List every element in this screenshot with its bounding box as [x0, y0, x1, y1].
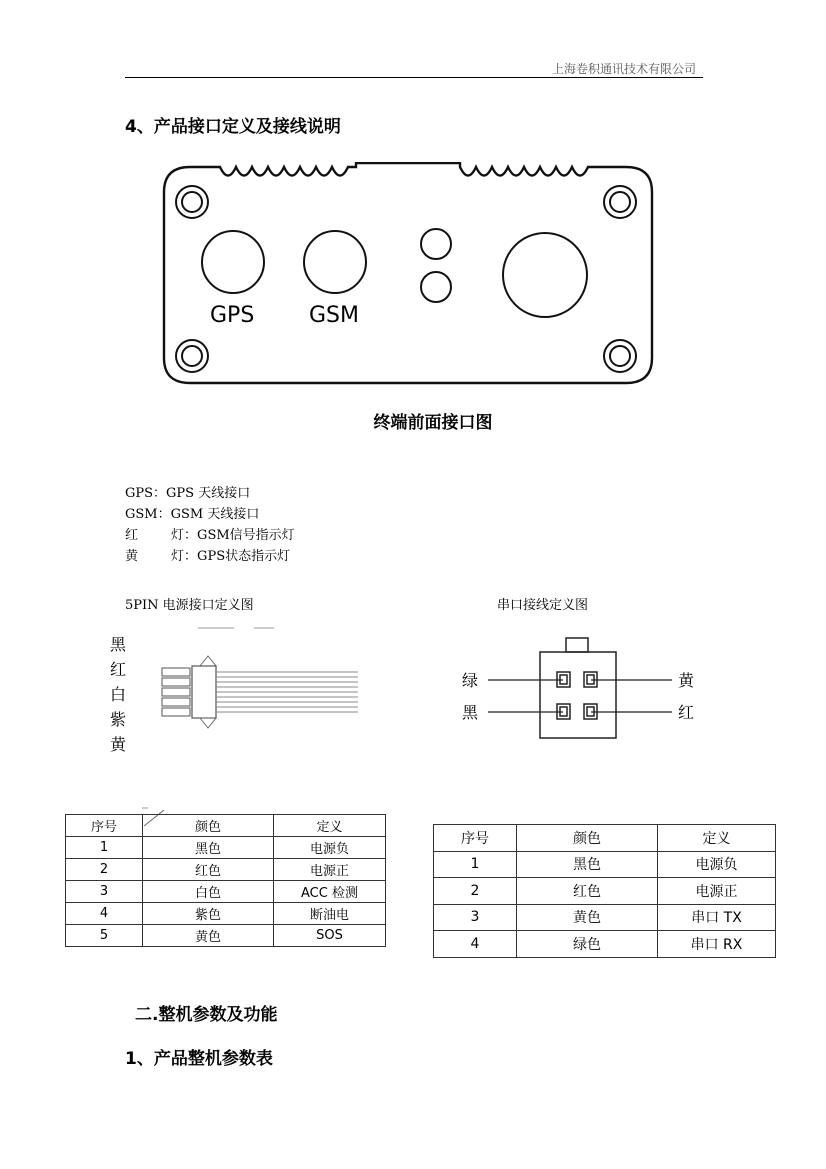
port-descriptions — [125, 483, 295, 567]
table-row — [66, 859, 386, 881]
table-cell: 1 — [66, 837, 143, 859]
table-cell: 黑色 — [517, 851, 658, 878]
table-header-row — [434, 825, 776, 852]
screw-bottom-right — [604, 340, 636, 372]
wire-color-list — [110, 632, 126, 757]
power-port — [503, 233, 587, 317]
table-cell: 白色 — [143, 881, 274, 903]
table-cell: 5 — [66, 925, 143, 947]
gps-label: GPS — [210, 303, 255, 328]
screw-bottom-left — [176, 340, 208, 372]
table-header-row — [66, 815, 386, 837]
table-cell: 2 — [66, 859, 143, 881]
led-red — [421, 229, 451, 259]
table-cell: 串口 RX — [658, 931, 776, 958]
desc-red-led: 红 灯：GSM信号指示灯 — [125, 528, 295, 543]
serial-connector-title: 串口接线定义图 — [497, 598, 589, 613]
table-cell: 电源负 — [658, 851, 776, 878]
table-cell: 电源正 — [274, 859, 386, 881]
table-header-cell: 定义 — [658, 825, 776, 852]
wire-color-black: 黑 — [110, 635, 127, 654]
wire-color-white: 白 — [110, 685, 127, 704]
section2-title: 二.整机参数及功能 — [135, 1005, 278, 1025]
header-company: 上海卷积通讯技术有限公司 — [552, 62, 697, 76]
desc-yellow-led: 黄 灯：GPS状态指示灯 — [125, 549, 291, 564]
table-cell: 黑色 — [143, 837, 274, 859]
table-cell: SOS — [274, 925, 386, 947]
gps-port — [202, 231, 264, 293]
table-cell: 黄色 — [143, 925, 274, 947]
table-cell: 电源正 — [658, 878, 776, 905]
table-cell: 绿色 — [517, 931, 658, 958]
table-row — [434, 878, 776, 905]
power-connector-title: 5PIN 电源接口定义图 — [125, 598, 254, 613]
wire-color-red: 红 — [110, 660, 127, 679]
table-cell: ACC 检测 — [274, 881, 386, 903]
wire-color-yellow: 黄 — [110, 735, 127, 754]
power-connector-diagram — [150, 620, 360, 740]
serial-label-green: 绿 — [462, 671, 479, 690]
table-cell: 串口 TX — [658, 904, 776, 931]
front-panel-diagram — [160, 162, 656, 388]
table-cell: 紫色 — [143, 903, 274, 925]
section-title: 4、产品接口定义及接线说明 — [125, 117, 341, 137]
table-cell: 红色 — [517, 878, 658, 905]
table-header-cell: 颜色 — [143, 815, 274, 837]
panel-outline — [164, 163, 652, 383]
table-cell: 电源负 — [274, 837, 386, 859]
desc-gps: GPS：GPS 天线接口 — [125, 486, 251, 501]
table-row — [66, 837, 386, 859]
serial-connector-diagram — [460, 636, 710, 742]
table-row — [66, 881, 386, 903]
gsm-label: GSM — [309, 303, 359, 328]
serial-label-yellow: 黄 — [678, 671, 695, 690]
table-row — [434, 904, 776, 931]
led-yellow — [421, 272, 451, 302]
table-cell: 黄色 — [517, 904, 658, 931]
serial-label-black: 黑 — [462, 703, 479, 722]
table-cell: 4 — [66, 903, 143, 925]
desc-gsm: GSM：GSM 天线接口 — [125, 507, 260, 522]
serial-label-red: 红 — [678, 703, 695, 722]
wire-color-purple: 紫 — [110, 710, 127, 729]
table-header-cell: 颜色 — [517, 825, 658, 852]
table-row — [434, 851, 776, 878]
table-row — [66, 903, 386, 925]
table-cell: 红色 — [143, 859, 274, 881]
section2-subtitle: 1、产品整机参数表 — [125, 1049, 273, 1069]
gsm-port — [304, 231, 366, 293]
table-header-cell: 序号 — [434, 825, 517, 852]
table-row — [434, 931, 776, 958]
table-cell: 3 — [66, 881, 143, 903]
table-cell: 2 — [434, 878, 517, 905]
table-header-cell: 定义 — [274, 815, 386, 837]
table-header-cell: 序号 — [66, 815, 143, 837]
table-cell: 4 — [434, 931, 517, 958]
table-row — [66, 925, 386, 947]
table-cell: 1 — [434, 851, 517, 878]
serial-connector-table — [433, 824, 776, 958]
front-panel-caption: 终端前面接口图 — [373, 413, 493, 433]
table-cell: 3 — [434, 904, 517, 931]
power-connector-table — [65, 814, 386, 947]
screw-top-left — [176, 186, 208, 218]
header-rule — [125, 77, 703, 78]
screw-top-right — [604, 186, 636, 218]
table-cell: 断油电 — [274, 903, 386, 925]
